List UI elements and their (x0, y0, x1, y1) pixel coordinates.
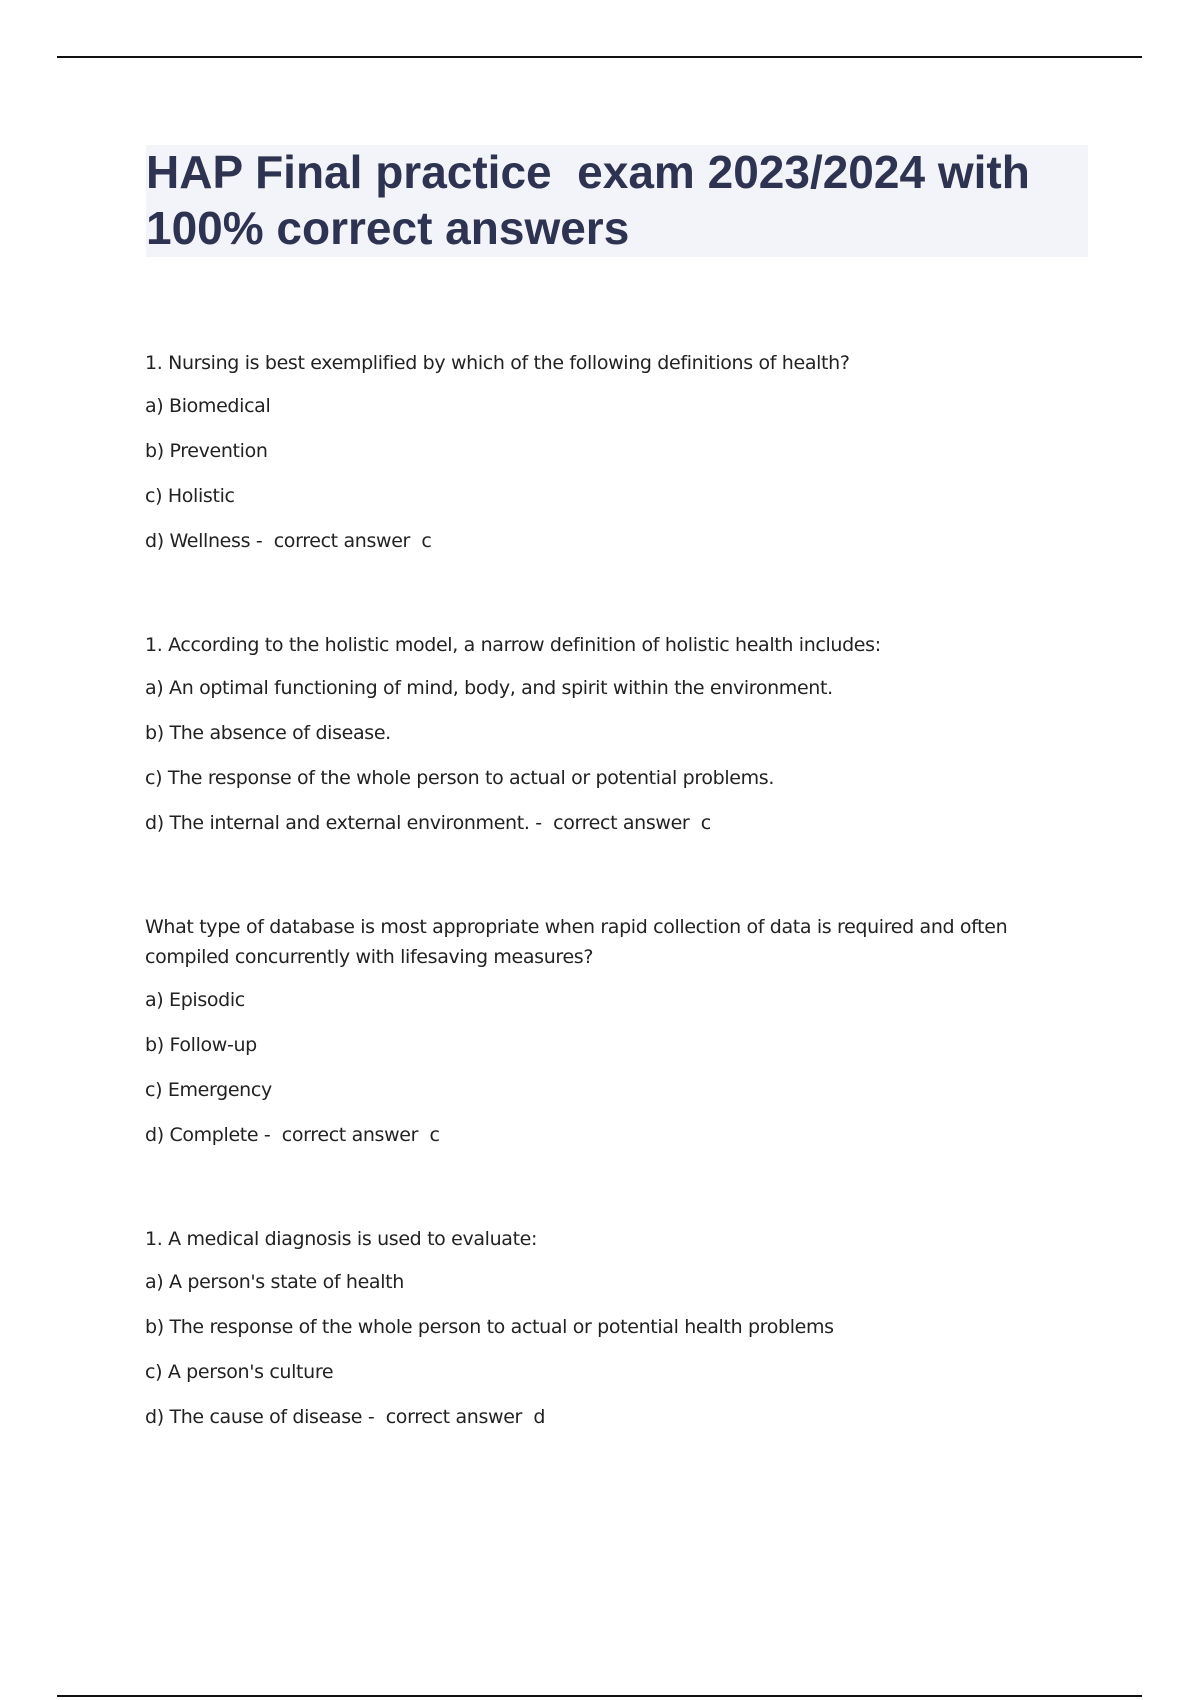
question-text: What type of database is most appropriate when rapid collection of data is required and often compiled concurrently with lifesaving measures? (145, 916, 1008, 968)
question-text: 1. Nursing is best exemplified by which of the following definitions of health? (145, 352, 850, 374)
option-d: d) Complete - correct answer c (145, 1124, 440, 1146)
correct-answer: - correct answer d (362, 1406, 546, 1428)
option-a: a) Episodic (145, 989, 245, 1011)
correct-answer: - correct answer c (529, 812, 711, 834)
question-block (145, 630, 1085, 838)
correct-answer: - correct answer c (258, 1124, 440, 1146)
bottom-rule (57, 1695, 1142, 1697)
option-d: d) Wellness - correct answer c (145, 530, 432, 552)
question-text: 1. According to the holistic model, a narrow definition of holistic health includes: (145, 634, 881, 656)
question-text: 1. A medical diagnosis is used to evaluate: (145, 1228, 538, 1250)
option-b: b) The absence of disease. (145, 722, 391, 744)
top-rule (57, 56, 1142, 58)
option-b: b) The response of the whole person to actual or potential health problems (145, 1316, 834, 1338)
option-d: d) The internal and external environment. - correct answer c (145, 812, 711, 834)
question-block (145, 348, 1085, 556)
option-a: a) An optimal functioning of mind, body, and spirit within the environment. (145, 677, 833, 699)
option-c: c) A person's culture (145, 1361, 334, 1383)
option-b: b) Prevention (145, 440, 268, 462)
option-c: c) Holistic (145, 485, 235, 507)
option-a: a) Biomedical (145, 395, 271, 417)
option-a: a) A person's state of health (145, 1271, 404, 1293)
question-block (145, 1224, 1085, 1432)
option-c: c) The response of the whole person to actual or potential problems. (145, 767, 775, 789)
document-title: HAP Final practice exam 2023/2024 with 100% correct answers (146, 146, 1043, 254)
question-block (145, 912, 1085, 1150)
option-b: b) Follow-up (145, 1034, 257, 1056)
option-c: c) Emergency (145, 1079, 272, 1101)
correct-answer: - correct answer c (250, 530, 432, 552)
option-d: d) The cause of disease - correct answer d (145, 1406, 546, 1428)
document-body (145, 348, 1085, 1506)
